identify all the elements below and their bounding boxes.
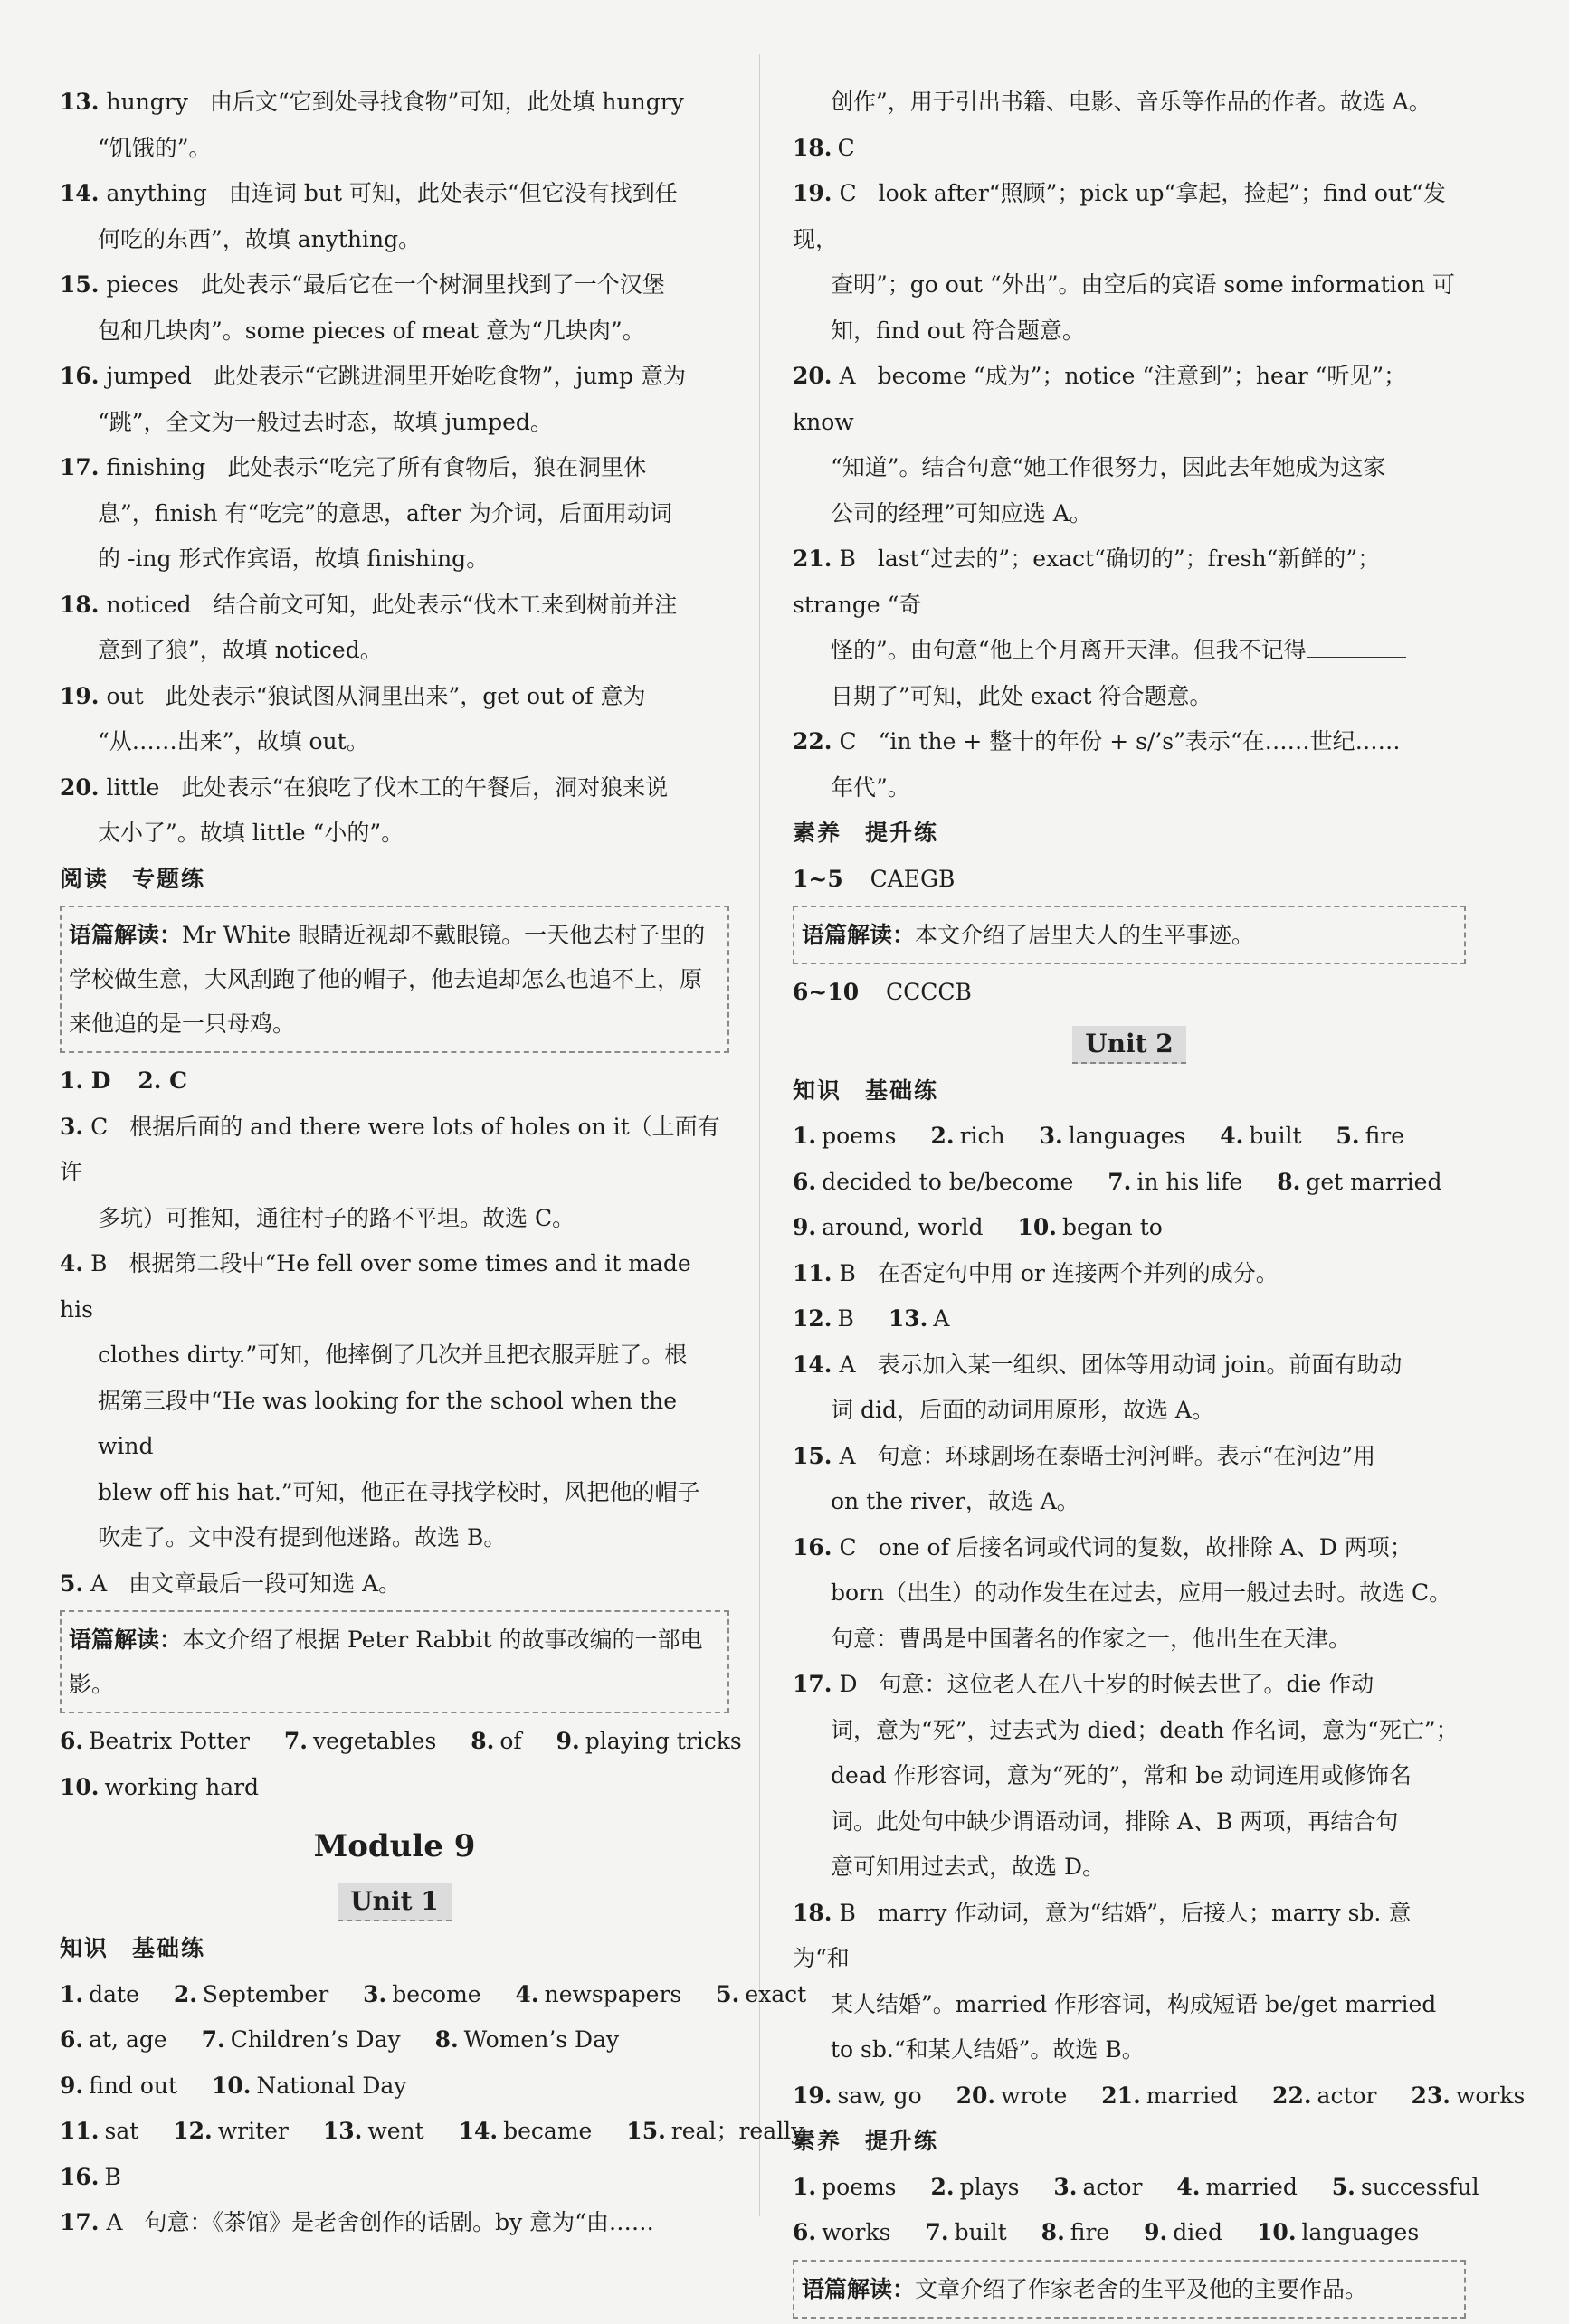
section-heading-basic: 知识 基础练 <box>793 1077 939 1104</box>
passage-note: 语篇解读：Mr White 眼睛近视却不戴眼镜。一天他去村子里的学校做生意，大风刮跑了他的帽子，他去追却怎么也追不上，原来他追的是一只母鸡。 <box>60 906 729 1053</box>
answer-18-cont: 意到了狼”，故填 noticed。 <box>98 637 383 663</box>
unit2-answers-19-23: 19. saw, go 20. wrote 21. married 22. actor 23. works <box>793 2082 1526 2109</box>
reading-answer-4: 4. B 根据第二段中“He fell over some times and it made his <box>60 1250 691 1323</box>
basic-answer-18: 18. C <box>793 134 855 161</box>
section-heading-basic: 知识 基础练 <box>60 1935 206 1961</box>
basic-answer-20: 20. A become “成为”；notice “注意到”；hear “听见”；know <box>793 363 1407 435</box>
passage-note: 语篇解读：本文介绍了根据 Peter Rabbit 的故事改编的一部电影。 <box>60 1610 729 1713</box>
right-column <box>793 80 1526 2324</box>
unit2-answer-16: 16. C one of 后接名词或代词的复数，故排除 A、D 两项； <box>793 1533 1412 1560</box>
improve-answers-1-5: 1~5 CAEGB <box>793 865 956 892</box>
unit-title: Unit 1 <box>60 1881 729 1924</box>
answer-16-cont: “跳”，全文为一般过去时态，故填 jumped。 <box>98 408 553 435</box>
reading-answers-1-2: 1. D 2. C <box>60 1067 188 1094</box>
reading-answers-6-9: 6. Beatrix Potter 7. vegetables 8. of 9. playing tricks <box>60 1728 742 1754</box>
column-divider <box>759 54 760 2216</box>
unit2-answer-18-line3: to sb.“和某人结婚”。故选 B。 <box>831 2036 1145 2063</box>
reading-answer-3: 3. C 根据后面的 and there were lots of holes on it（上面有许 <box>60 1113 720 1185</box>
basic-answers-row: 6. at, age 7. Children’s Day 8. Women’s Day <box>60 2026 620 2053</box>
basic-answers-row: 1. date 2. September 3. become 4. newspapers 5. exact <box>60 1980 807 2007</box>
basic-answer-17: 17. A 句意：《茶馆》是老舍创作的话剧。by 意为“由…… <box>60 2209 654 2235</box>
improve-answers-row: 1. poems 2. plays 3. actor 4. married 5. successful <box>793 2173 1479 2200</box>
unit2-answer-18: 18. B marry 作动词，意为“结婚”，后接人；marry sb. 意为“和 <box>793 1899 1412 1971</box>
answer-15-cont: 包和几块肉”。some pieces of meat 意为“几块肉”。 <box>98 317 645 344</box>
answer-17-cont: 息”，finish 有“吃完”的意思，after 为介词，后面用动词 <box>98 499 672 526</box>
section-heading-reading: 阅读 专题练 <box>60 865 206 892</box>
passage-note: 语篇解读：本文介绍了居里夫人的生平事迹。 <box>793 906 1466 964</box>
unit2-answer-14-line2: 词 did，后面的动词用原形，故选 A。 <box>831 1397 1214 1423</box>
answer-17: 17. finishing 此处表示“吃完了所有食物后，狼在洞里休 <box>60 454 647 480</box>
basic-answer-21-line3: 日期了”可知，此处 exact 符合题意。 <box>831 682 1212 709</box>
unit2-answer-18-line2: 某人结婚”。married 作形容词，构成短语 be/get married <box>831 1990 1437 2017</box>
improve-answers-6-10: 6~10 CCCCB <box>793 979 972 1005</box>
unit2-answer-11: 11. B 在否定句中用 or 连接两个并列的成分。 <box>793 1259 1279 1286</box>
unit2-answer-16-line3: 句意：曹禺是中国著名的作家之一，他出生在天津。 <box>831 1625 1352 1652</box>
unit2-answer-17-line2: 词，意为“死”，过去式为 died；death 作名词，意为“死亡”； <box>831 1716 1459 1743</box>
reading-answer-4-line5: 吹走了。文中没有提到他迷路。故选 B。 <box>98 1524 507 1551</box>
unit2-answer-15: 15. A 句意：环球剧场在泰晤士河河畔。表示“在河边”用 <box>793 1442 1376 1469</box>
passage-note: 语篇解读：文章介绍了作家老舍的生平及他的主要作品。 <box>793 2260 1466 2319</box>
unit2-answer-14: 14. A 表示加入某一组织、团体等用动词 join。前面有助动 <box>793 1351 1403 1378</box>
basic-answers-row: 11. sat 12. writer 13. went 14. became 15. real；really <box>60 2118 804 2144</box>
answer-13-cont: “饥饿的”。 <box>98 134 212 161</box>
reading-answer-4-line3: 据第三段中“He was looking for the school when the wind <box>98 1387 678 1459</box>
unit2-answers-row: 6. decided to be/become 7. in his life 8. get married <box>793 1168 1442 1195</box>
unit2-answer-17-line3: dead 作形容词，意为“死的”，常和 be 动词连用或修饰名 <box>831 1762 1412 1788</box>
answer-20: 20. little 此处表示“在狼吃了伐木工的午餐后，洞对狼来说 <box>60 773 669 801</box>
unit-title: Unit 2 <box>793 1023 1466 1067</box>
answer-14: 14. anything 由连词 but 可知，此处表示“但它没有找到任 <box>60 180 678 206</box>
basic-answer-19: 19. C look after“照顾”；pick up“拿起，捡起”；find out“发现， <box>793 180 1446 252</box>
improve-answers-row: 6. works 7. built 8. fire 9. died 10. languages <box>793 2219 1420 2245</box>
section-heading-improve: 素养 提升练 <box>793 2128 939 2154</box>
answer-17-cont2: 的 -ing 形式作宾语，故填 finishing。 <box>98 545 490 572</box>
basic-answer-17-cont: 创作”，用于引出书籍、电影、音乐等作品的作者。故选 A。 <box>831 89 1431 115</box>
unit2-answers-row: 9. around, world 10. began to <box>793 1214 1163 1240</box>
reading-answer-4-line2: clothes dirty.”可知，他摔倒了几次并且把衣服弄脏了。根 <box>98 1342 688 1368</box>
basic-answer-19-line3: 知，find out 符合题意。 <box>831 317 1085 344</box>
basic-answer-21-line2: 怪的”。由句意“他上个月离开天津。但我不记得 <box>793 628 1466 674</box>
basic-answer-22-line2: 年代”。 <box>831 773 910 801</box>
unit2-answers-row: 1. poems 2. rich 3. languages 4. built 5. fire <box>793 1123 1405 1149</box>
answer-16: 16. jumped 此处表示“它跳进洞里开始吃食物”，jump 意为 <box>60 363 686 389</box>
unit2-answer-15-line2: on the river，故选 A。 <box>831 1488 1079 1514</box>
section-heading-improve: 素养 提升练 <box>793 820 939 846</box>
basic-answer-21: 21. B last“过去的”；exact“确切的”；fresh“新鲜的”；strange “奇 <box>793 545 1381 618</box>
unit2-answer-16-line2: born（出生）的动作发生在过去，应用一般过去时。故选 C。 <box>831 1579 1452 1606</box>
answer-blank-line <box>1307 637 1406 658</box>
reading-answer-10: 10. working hard <box>60 1773 260 1800</box>
answer-19-cont: “从……出来”，故填 out。 <box>98 728 369 754</box>
answer-15: 15. pieces 此处表示“最后它在一个树洞里找到了一个汉堡 <box>60 271 665 298</box>
reading-answer-5: 5. A 由文章最后一段可知选 A。 <box>60 1570 402 1597</box>
basic-answers-row: 9. find out 10. National Day <box>60 2072 407 2099</box>
unit2-answer-17: 17. D 句意：这位老人在八十岁的时候去世了。die 作动 <box>793 1671 1374 1697</box>
basic-answer-20-line3: 公司的经理”可知应选 A。 <box>831 499 1092 526</box>
answer-14-cont: 何吃的东西”，故填 anything。 <box>98 225 422 252</box>
answer-20-cont: 太小了”。故填 little “小的”。 <box>98 820 404 846</box>
answer-18: 18. noticed 结合前文可知，此处表示“伐木工来到树前并注 <box>60 591 678 618</box>
basic-answer-19-line2: 查明”；go out “外出”。由空后的宾语 some information 可 <box>831 271 1455 298</box>
answer-13: 13. hungry 由后文“它到处寻找食物”可知，此处填 hungry <box>60 89 684 115</box>
module-title: Module 9 <box>313 1828 476 1864</box>
basic-answer-22: 22. C “in the + 整十的年份 + s/’s”表示“在……世纪…… <box>793 728 1401 754</box>
basic-answer-20-line2: “知道”。结合句意“她工作很努力，因此去年她成为这家 <box>831 454 1386 480</box>
reading-answer-4-line4: blew off his hat.”可知，他正在寻找学校时，风把他的帽子 <box>98 1478 700 1505</box>
unit2-answer-17-line4: 词。此处句中缺少谓语动词，排除 A、B 两项，再结合句 <box>831 1807 1399 1835</box>
basic-answers-row: 16. B <box>60 2163 121 2190</box>
unit2-answer-17-line5: 意可知用过去式，故选 D。 <box>831 1854 1105 1880</box>
reading-answer-3-cont: 多坑）可推知，通往村子的路不平坦。故选 C。 <box>98 1204 575 1231</box>
left-column <box>60 80 807 2246</box>
answer-19: 19. out 此处表示“狼试图从洞里出来”，get out of 意为 <box>60 682 646 709</box>
unit2-answers-12-13: 12. B 13. A <box>793 1305 950 1332</box>
